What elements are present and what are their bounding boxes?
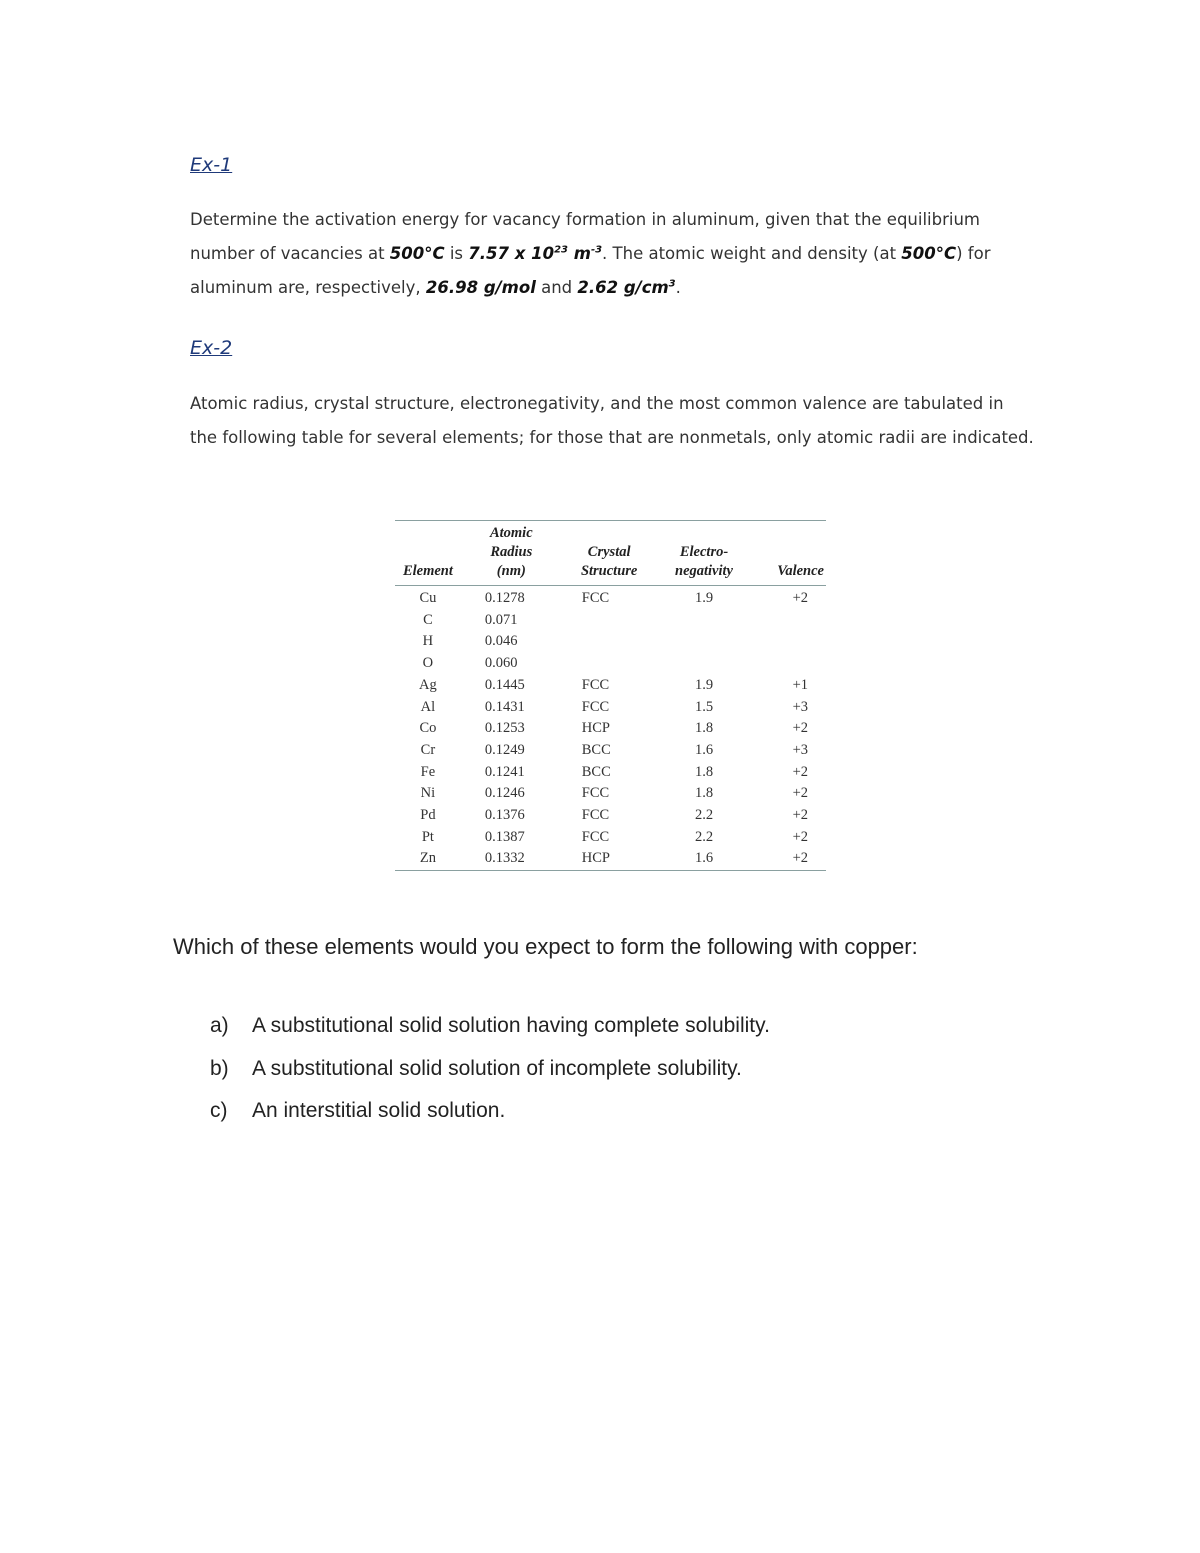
cell-structure <box>562 610 657 632</box>
cell-electronegativity <box>657 610 752 632</box>
cell-electronegativity: 1.8 <box>694 763 714 780</box>
ex2-heading: Ex-2 <box>190 337 233 359</box>
cell-valence <box>751 610 826 632</box>
option-letter: c) <box>210 1099 228 1122</box>
table-row <box>395 718 826 740</box>
list-item <box>210 1008 770 1051</box>
cell-element: Ni <box>420 785 436 802</box>
table-row <box>395 653 826 675</box>
table-row <box>395 610 826 632</box>
cell-electronegativity: 1.9 <box>694 676 714 693</box>
cell-structure: FCC <box>581 590 610 606</box>
cell-radius: 0.1246 <box>484 785 525 802</box>
cell-radius: 0.071 <box>484 611 518 628</box>
cell-electronegativity: 1.6 <box>694 850 714 867</box>
cell-valence: +2 <box>792 590 808 606</box>
cell-valence <box>751 653 826 675</box>
cell-radius: 0.1249 <box>484 741 525 758</box>
cell-element: Pd <box>420 807 436 824</box>
cell-structure: BCC <box>581 763 611 780</box>
option-letter: a) <box>210 1014 229 1037</box>
cell-element: O <box>422 655 434 672</box>
cell-radius: 0.1278 <box>484 590 525 606</box>
option-text: A substitutional solid solution having complete solubility. <box>252 1014 770 1037</box>
table-row <box>395 631 826 653</box>
cell-element: Cr <box>420 741 436 758</box>
cell-electronegativity <box>657 653 752 675</box>
cell-element: Fe <box>420 763 436 780</box>
header-valence: Valence <box>751 521 826 586</box>
cell-radius: 0.046 <box>484 633 518 650</box>
cell-electronegativity: 1.8 <box>694 720 714 737</box>
cell-element: Zn <box>419 850 436 867</box>
cell-element: Ag <box>419 676 437 693</box>
ex2-intro-text: Atomic radius, crystal structure, electronegativity, and the most common valence are tabulated in the following table for several elements; for those that are nonmetals, only atomic radii are indicated. <box>190 394 1034 447</box>
answer-options-list <box>210 1008 770 1136</box>
cell-element: Co <box>419 720 437 737</box>
header-crystal-structure: Crystal Structure <box>562 521 657 586</box>
ex1-problem-text: Determine the activation energy for vacancy formation in aluminum, given that the equilibrium number of vacancies at 500°C is 7.57 x $10^{23}$ $m^{-3}$. The atomic weight and density (at 500°C) for aluminum are, respectively, 26.98 g/mol and 2.62 $g/cm^3$. <box>190 210 991 297</box>
cell-radius: 0.1253 <box>484 720 525 737</box>
cell-electronegativity: 1.5 <box>694 698 714 715</box>
question-text: Which of these elements would you expect to form the following with copper: <box>173 934 918 959</box>
cell-element: C <box>423 611 433 628</box>
cell-structure: FCC <box>581 807 610 824</box>
cell-valence: +2 <box>792 850 808 867</box>
cell-valence: +1 <box>792 676 808 693</box>
header-element: Element <box>395 521 461 586</box>
cell-structure: HCP <box>581 850 610 867</box>
cell-structure <box>562 653 657 675</box>
list-item <box>210 1051 770 1094</box>
cell-valence <box>751 631 826 653</box>
table-row <box>395 805 826 827</box>
cell-structure: FCC <box>581 785 610 802</box>
cell-electronegativity: 2.2 <box>694 807 714 824</box>
cell-structure: FCC <box>581 828 610 845</box>
cell-element: H <box>422 633 434 650</box>
option-letter: b) <box>210 1056 229 1080</box>
cell-electronegativity: 1.8 <box>694 785 714 802</box>
table-row <box>395 783 826 805</box>
cell-electronegativity <box>657 631 752 653</box>
cell-structure <box>562 631 657 653</box>
cell-radius: 0.1332 <box>484 850 525 867</box>
cell-radius: 0.1445 <box>484 676 525 693</box>
cell-electronegativity: 1.9 <box>694 590 714 606</box>
cell-valence: +2 <box>792 785 808 802</box>
table-row <box>395 762 826 784</box>
table-row <box>395 697 826 719</box>
cell-radius: 0.060 <box>484 655 518 672</box>
list-item <box>210 1093 770 1136</box>
table-row <box>395 675 826 697</box>
cell-structure: FCC <box>581 676 610 693</box>
cell-element: Cu <box>419 590 437 606</box>
cell-radius: 0.1241 <box>484 763 525 780</box>
table-row <box>395 848 826 870</box>
cell-valence: +3 <box>792 741 808 758</box>
table-row <box>395 586 826 610</box>
cell-radius: 0.1387 <box>484 828 525 845</box>
cell-radius: 0.1376 <box>484 807 525 824</box>
cell-radius: 0.1431 <box>484 698 525 715</box>
cell-valence: +3 <box>792 698 808 715</box>
cell-structure: BCC <box>581 741 611 758</box>
cell-structure: HCP <box>581 720 610 737</box>
header-electronegativity: Electro- negativity <box>657 521 752 586</box>
table-header-row <box>395 521 826 586</box>
cell-element: Pt <box>421 828 434 845</box>
cell-valence: +2 <box>792 807 808 824</box>
ex1-heading: Ex-1 <box>190 154 233 176</box>
cell-structure: FCC <box>581 698 610 715</box>
table-row <box>395 740 826 762</box>
cell-valence: +2 <box>792 763 808 780</box>
element-properties-table <box>395 520 826 871</box>
cell-valence: +2 <box>792 720 808 737</box>
cell-valence: +2 <box>792 828 808 845</box>
cell-electronegativity: 1.6 <box>694 741 714 758</box>
option-text: A substitutional solid solution of incomplete solubility. <box>252 1056 742 1080</box>
cell-electronegativity: 2.2 <box>694 828 714 845</box>
cell-element: Al <box>420 698 436 715</box>
table-row <box>395 827 826 849</box>
header-atomic-radius: Atomic Radius (nm) <box>461 521 562 586</box>
option-text: An interstitial solid solution. <box>252 1099 506 1122</box>
